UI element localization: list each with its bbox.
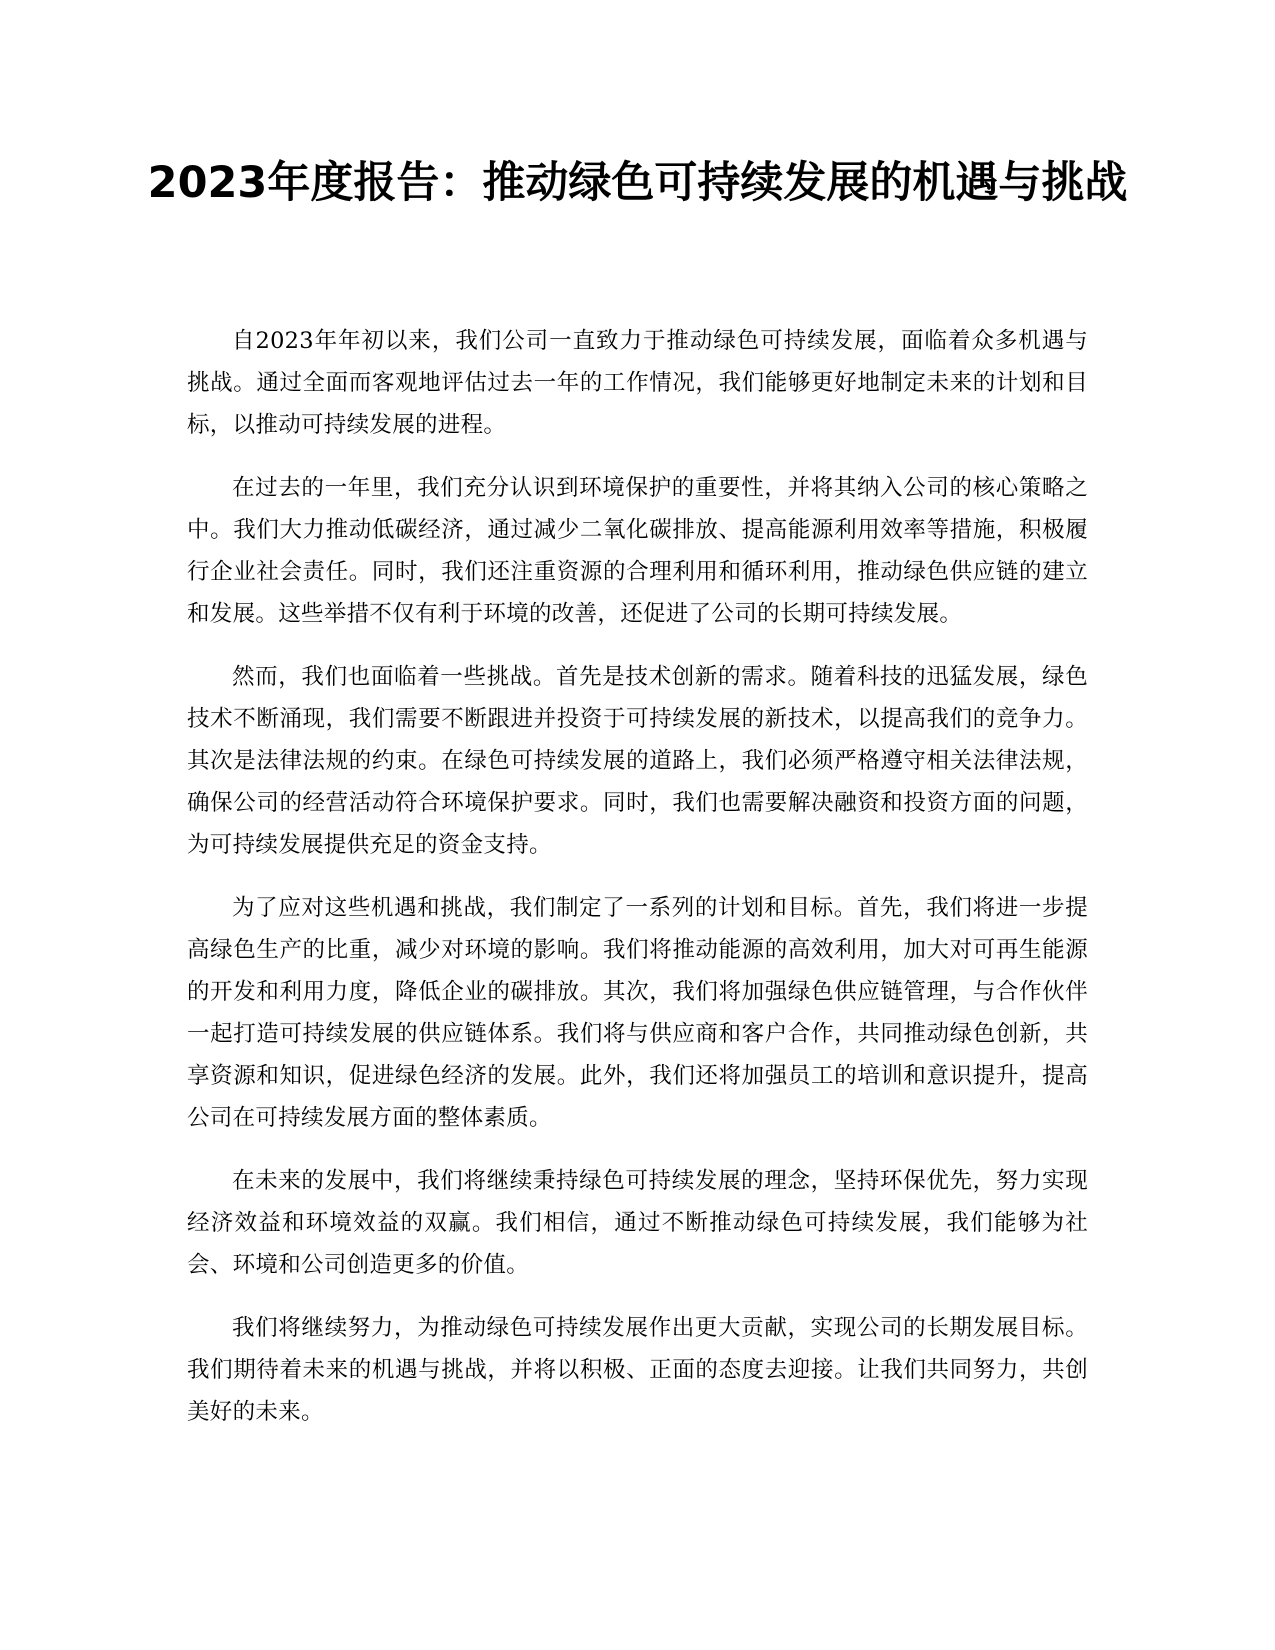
paragraph-3: 然而，我们也面临着一些挑战。首先是技术创新的需求。随着科技的迅猛发展，绿色技术不断涌现，我们需要不断跟进并投资于可持续发展的新技术，以提高我们的竞争力。其次是法律法规的约束。在绿色可持续发展的道路上，我们必须严格遵守相关法律法规，确保公司的经营活动符合环境保护要求。同时，我们也需要解决融资和投资方面的问题，为可持续发展提供充足的资金支持。	[187, 664, 1088, 858]
paragraph-4: 为了应对这些机遇和挑战，我们制定了一系列的计划和目标。首先，我们将进一步提高绿色生产的比重，减少对环境的影响。我们将推动能源的高效利用，加大对可再生能源的开发和利用力度，降低企业的碳排放。其次，我们将加强绿色供应链管理，与合作伙伴一起打造可持续发展的供应链体系。我们将与供应商和客户合作，共同推动绿色创新，共享资源和知识，促进绿色经济的发展。此外，我们还将加强员工的培训和意识提升，提高公司在可持续发展方面的整体素质。	[187, 895, 1088, 1131]
document-body	[187, 320, 1088, 1454]
paragraph-1: 自2023年年初以来，我们公司一直致力于推动绿色可持续发展，面临着众多机遇与挑战。通过全面而客观地评估过去一年的工作情况，我们能够更好地制定未来的计划和目标，以推动可持续发展的进程。	[187, 328, 1088, 438]
document-title: 2023年度报告：推动绿色可持续发展的机遇与挑战	[147, 158, 1128, 208]
paragraph-5: 在未来的发展中，我们将继续秉持绿色可持续发展的理念，坚持环保优先，努力实现经济效益和环境效益的双赢。我们相信，通过不断推动绿色可持续发展，我们能够为社会、环境和公司创造更多的价值。	[187, 1168, 1088, 1278]
paragraph-2: 在过去的一年里，我们充分认识到环境保护的重要性，并将其纳入公司的核心策略之中。我们大力推动低碳经济，通过减少二氧化碳排放、提高能源利用效率等措施，积极履行企业社会责任。同时，我们还注重资源的合理利用和循环利用，推动绿色供应链的建立和发展。这些举措不仅有利于环境的改善，还促进了公司的长期可持续发展。	[187, 475, 1088, 627]
paragraph-6: 我们将继续努力，为推动绿色可持续发展作出更大贡献，实现公司的长期发展目标。我们期待着未来的机遇与挑战，并将以积极、正面的态度去迎接。让我们共同努力，共创美好的未来。	[187, 1315, 1088, 1425]
